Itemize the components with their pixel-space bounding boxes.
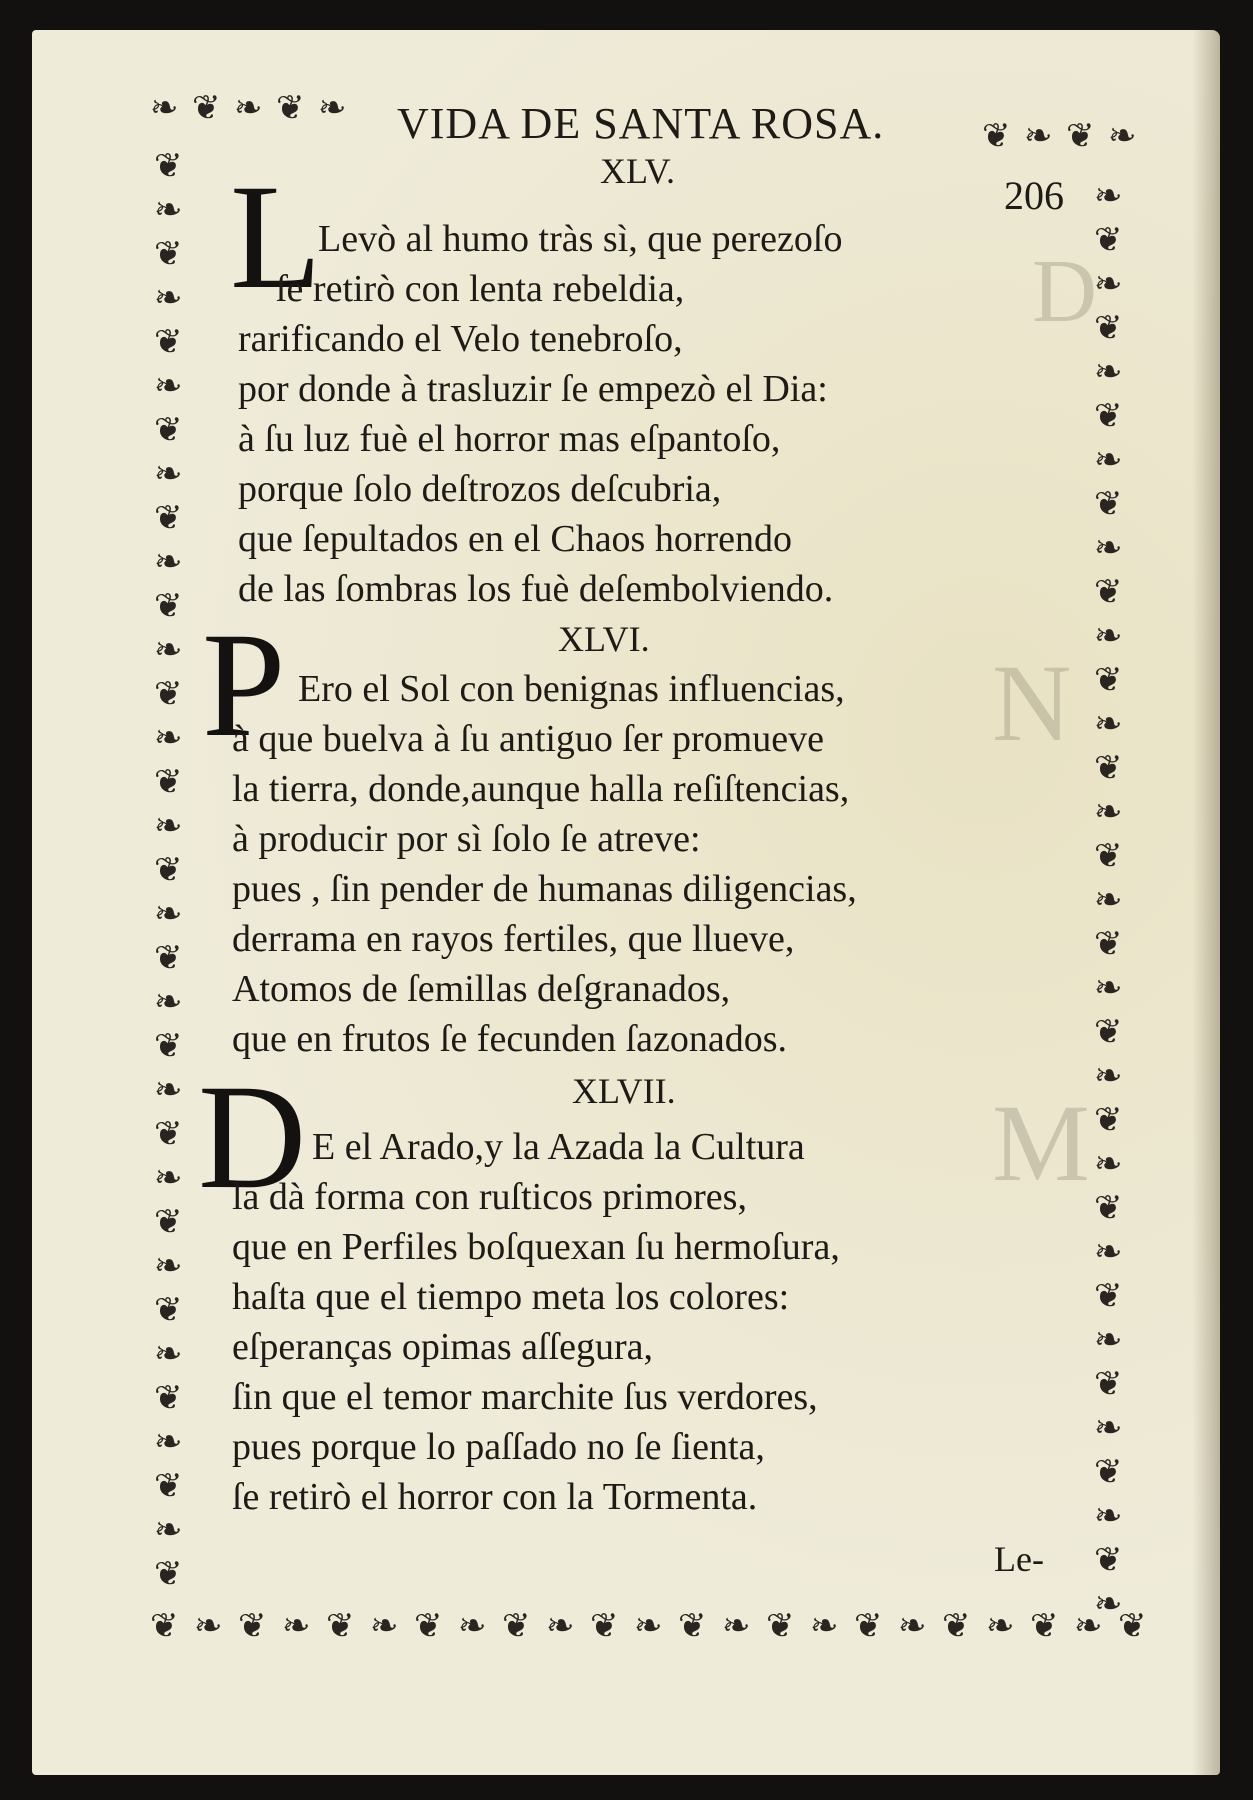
fleuron-icon: ❧ [722, 1608, 751, 1645]
fleuron-icon: ❦ [154, 148, 183, 185]
fleuron-icon: ❧ [546, 1608, 575, 1645]
fleuron-icon: ❦ [154, 324, 183, 361]
verse-line: Ero el Sol con benignas influencias, [298, 668, 845, 710]
fleuron-icon: ❧ [1024, 118, 1053, 155]
fleuron-icon: ❦ [154, 676, 183, 713]
fleuron-icon: ❦ [1094, 1542, 1123, 1579]
fleuron-icon: ❧ [154, 984, 183, 1021]
show-through-letter: D [1032, 242, 1097, 341]
verse-line: porque ſolo deſtrozos deſcubria, [238, 468, 722, 510]
fleuron-icon: ❧ [1094, 530, 1123, 567]
fleuron-icon: ❦ [1094, 662, 1123, 699]
fleuron-icon: ❦ [154, 1204, 183, 1241]
fleuron-icon: ❧ [154, 1160, 183, 1197]
fleuron-icon: ❦ [1094, 838, 1123, 875]
fleuron-icon: ❦ [154, 236, 183, 273]
folio-number: 206 [1004, 173, 1064, 218]
fleuron-icon: ❧ [1094, 442, 1123, 479]
fleuron-icon: ❧ [1094, 1410, 1123, 1447]
fleuron-icon: ❧ [234, 90, 263, 127]
fleuron-icon: ❦ [154, 1380, 183, 1417]
fleuron-icon: ❧ [1094, 1058, 1123, 1095]
verse-line: haſta que el tiempo meta los colores: [232, 1276, 790, 1318]
fleuron-icon: ❧ [154, 632, 183, 669]
verse-line: Atomos de ſemillas deſgranados, [232, 968, 731, 1010]
fleuron-icon: ❦ [154, 588, 183, 625]
fleuron-icon: ❦ [326, 1608, 355, 1645]
fleuron-icon: ❦ [154, 412, 183, 449]
verse-line: de las ſombras los fuè deſembolviendo. [238, 568, 834, 610]
fleuron-icon: ❧ [1094, 178, 1123, 215]
verse-line: rarificando el Velo tenebroſo, [238, 318, 683, 360]
verse-line: à producir por sì ſolo ſe atreve: [232, 818, 701, 860]
fleuron-icon: ❦ [1094, 222, 1123, 259]
verse-line: Levò al humo tràs sì, que perezoſo [318, 218, 843, 260]
fleuron-icon: ❧ [1094, 1498, 1123, 1535]
fleuron-icon: ❦ [154, 500, 183, 537]
fleuron-icon: ❦ [1118, 1608, 1147, 1645]
fleuron-icon: ❦ [982, 118, 1011, 155]
fleuron-icon: ❧ [1094, 266, 1123, 303]
fleuron-icon: ❦ [942, 1608, 971, 1645]
fleuron-icon: ❧ [282, 1608, 311, 1645]
fleuron-icon: ❧ [194, 1608, 223, 1645]
drop-cap-initial: P [202, 602, 286, 768]
fleuron-icon: ❦ [154, 1116, 183, 1153]
fleuron-icon: ❧ [1094, 354, 1123, 391]
verse-line: ſe retirò el horror con la Tormenta. [232, 1476, 758, 1518]
fleuron-icon: ❦ [1094, 310, 1123, 347]
fleuron-icon: ❦ [1094, 1102, 1123, 1139]
fleuron-icon: ❦ [1094, 1454, 1123, 1491]
stanza-numeral: XLV. [600, 151, 676, 191]
fleuron-icon: ❦ [154, 1028, 183, 1065]
fleuron-icon: ❧ [154, 1424, 183, 1461]
fleuron-icon: ❦ [1094, 398, 1123, 435]
fleuron-icon: ❦ [590, 1608, 619, 1645]
fleuron-icon: ❦ [154, 1556, 183, 1593]
fleuron-icon: ❧ [1094, 1146, 1123, 1183]
fleuron-icon: ❧ [154, 896, 183, 933]
page-edge-shadow [1192, 30, 1220, 1775]
fleuron-icon: ❧ [154, 720, 183, 757]
fleuron-icon: ❧ [634, 1608, 663, 1645]
fleuron-icon: ❧ [154, 368, 183, 405]
fleuron-icon: ❦ [854, 1608, 883, 1645]
verse-line: à que buelva à ſu antiguo ſer promueve [232, 718, 824, 760]
fleuron-icon: ❧ [1094, 1322, 1123, 1359]
fleuron-icon: ❧ [150, 90, 179, 127]
fleuron-icon: ❧ [1094, 706, 1123, 743]
show-through-letter: M [992, 1082, 1090, 1204]
fleuron-icon: ❦ [1094, 486, 1123, 523]
fleuron-icon: ❧ [154, 192, 183, 229]
fleuron-icon: ❧ [154, 280, 183, 317]
fleuron-icon: ❧ [154, 1512, 183, 1549]
stanza-numeral: XLVII. [572, 1071, 676, 1111]
fleuron-icon: ❧ [458, 1608, 487, 1645]
fleuron-icon: ❦ [154, 852, 183, 889]
fleuron-icon: ❦ [150, 1608, 179, 1645]
fleuron-icon: ❦ [154, 1468, 183, 1505]
fleuron-icon: ❦ [1094, 926, 1123, 963]
verse-line: que en frutos ſe fecunden ſazonados. [232, 1018, 788, 1060]
fleuron-icon: ❦ [154, 940, 183, 977]
fleuron-icon: ❧ [154, 456, 183, 493]
fleuron-icon: ❦ [154, 764, 183, 801]
fleuron-icon: ❧ [154, 1336, 183, 1373]
running-title: VIDA DE SANTA ROSA. [397, 99, 885, 148]
fleuron-icon: ❦ [1094, 1190, 1123, 1227]
fleuron-icon: ❧ [154, 544, 183, 581]
fleuron-icon: ❦ [766, 1608, 795, 1645]
catchword: Le- [994, 1539, 1044, 1579]
fleuron-icon: ❧ [154, 1248, 183, 1285]
drop-cap-initial: D [198, 1054, 307, 1220]
verse-line: pues , ſin pender de humanas diligencias, [232, 868, 857, 910]
fleuron-icon: ❧ [154, 1072, 183, 1109]
verse-line: que ſepultados en el Chaos horrendo [238, 518, 793, 560]
verse-line: la tierra, donde,aunque halla reſiſtencias, [232, 768, 850, 810]
fleuron-icon: ❧ [1094, 618, 1123, 655]
fleuron-icon: ❧ [810, 1608, 839, 1645]
verse-line: que en Perfiles boſquexan ſu hermoſura, [232, 1226, 840, 1268]
fleuron-icon: ❦ [1094, 1014, 1123, 1051]
show-through-letter: N [992, 642, 1072, 764]
verse-line: la dà forma con ruſticos primores, [232, 1176, 747, 1218]
fleuron-icon: ❧ [1094, 882, 1123, 919]
fleuron-icon: ❧ [898, 1608, 927, 1645]
fleuron-icon: ❦ [154, 1292, 183, 1329]
fleuron-icon: ❧ [370, 1608, 399, 1645]
fleuron-icon: ❧ [154, 808, 183, 845]
verse-line: derrama en rayos fertiles, que llueve, [232, 918, 795, 960]
fleuron-icon: ❦ [238, 1608, 267, 1645]
fleuron-icon: ❦ [276, 90, 305, 127]
verse-line: ſin que el temor marchite ſus verdores, [232, 1376, 818, 1418]
verse-line: E el Arado,y la Azada la Cultura [312, 1126, 805, 1168]
verse-line: eſperanças opimas aſſegura, [232, 1326, 653, 1368]
fleuron-icon: ❦ [192, 90, 221, 127]
verse-line: pues porque lo paſſado no ſe ſienta, [232, 1426, 765, 1468]
fleuron-icon: ❦ [414, 1608, 443, 1645]
book-page [32, 30, 1220, 1775]
fleuron-icon: ❦ [1066, 118, 1095, 155]
fleuron-icon: ❦ [1094, 1366, 1123, 1403]
verse-line: ſe retirò con lenta rebeldia, [276, 268, 685, 310]
fleuron-icon: ❧ [318, 90, 347, 127]
verse-line: por donde à trasluzir ſe empezò el Dia: [238, 368, 828, 410]
fleuron-icon: ❦ [502, 1608, 531, 1645]
fleuron-icon: ❦ [1030, 1608, 1059, 1645]
fleuron-icon: ❧ [1094, 970, 1123, 1007]
fleuron-icon: ❧ [1094, 1234, 1123, 1271]
fleuron-icon: ❧ [986, 1608, 1015, 1645]
fleuron-icon: ❧ [1094, 794, 1123, 831]
fleuron-icon: ❦ [678, 1608, 707, 1645]
fleuron-icon: ❧ [1094, 1586, 1123, 1623]
fleuron-icon: ❧ [1074, 1608, 1103, 1645]
fleuron-icon: ❦ [1094, 1278, 1123, 1315]
fleuron-icon: ❦ [1094, 750, 1123, 787]
fleuron-icon: ❧ [1108, 118, 1137, 155]
stanza-numeral: XLVI. [558, 619, 650, 659]
fleuron-icon: ❦ [1094, 574, 1123, 611]
drop-cap-initial: L [230, 154, 322, 320]
verse-line: à ſu luz fuè el horror mas eſpantoſo, [238, 418, 781, 460]
